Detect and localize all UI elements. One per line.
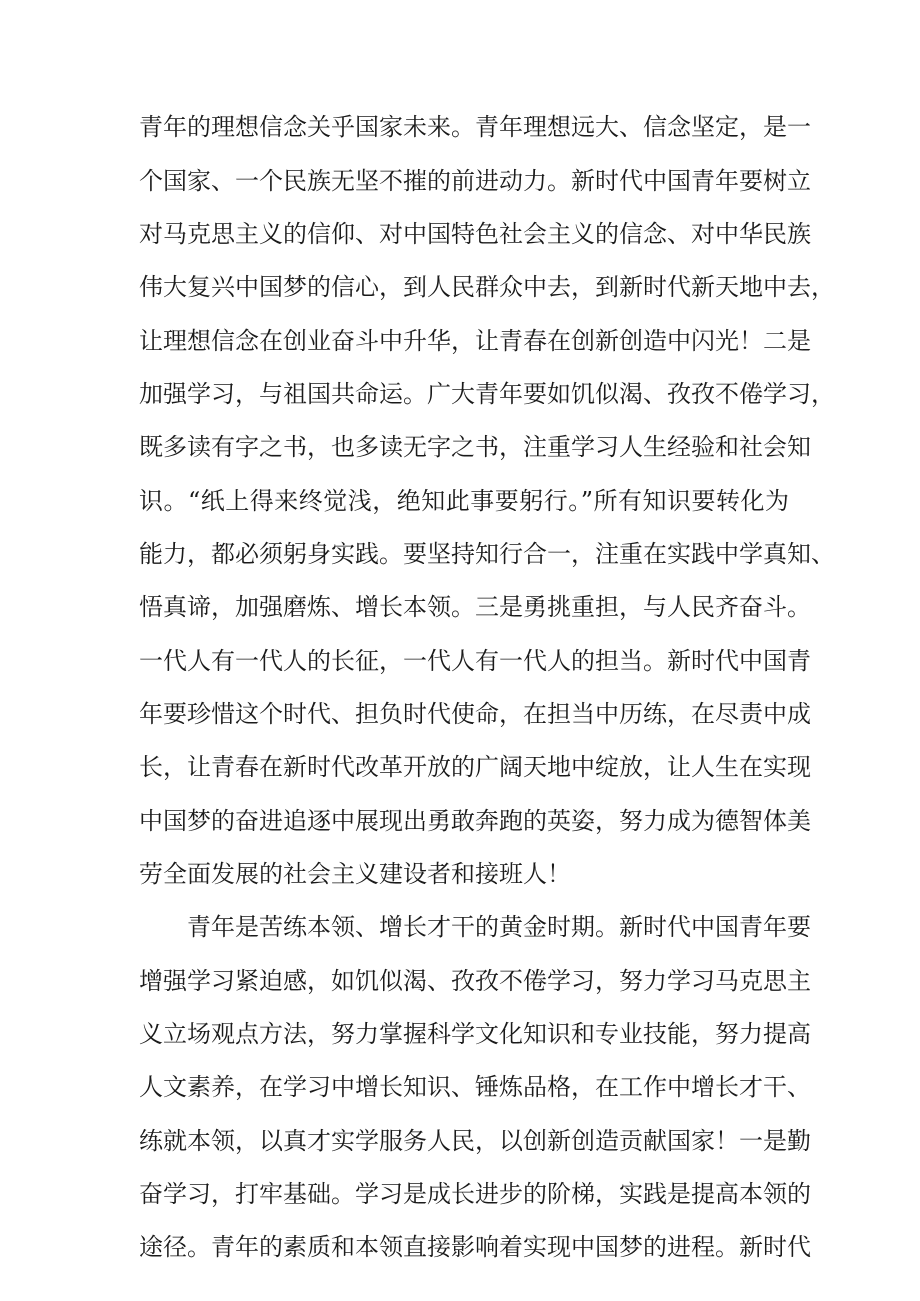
text-line: 加强学习，与祖国共命运。广大青年要如饥似渴、孜孜不倦学习， xyxy=(139,380,835,408)
text-line: 青年的理想信念关乎国家未来。青年理想远大、信念坚定，是一 xyxy=(139,113,811,141)
text-line: 个国家、一个民族无坚不摧的前进动力。新时代中国青年要树立 xyxy=(139,167,811,195)
text-line: 中国梦的奋进追逐中展现出勇敢奔跑的英姿，努力成为德智体美 xyxy=(139,807,811,835)
paragraph-first-line: 青年是苦练本领、增长才干的黄金时期。新时代中国青年要 xyxy=(187,913,811,941)
text-line: 对马克思主义的信仰、对中国特色社会主义的信念、对中华民族 xyxy=(139,220,811,248)
text-line: 义立场观点方法，努力掌握科学文化知识和专业技能，努力提高 xyxy=(139,1020,811,1048)
text-line: 既多读有字之书，也多读无字之书，注重学习人生经验和社会知 xyxy=(139,433,811,461)
text-line: 伟大复兴中国梦的信心，到人民群众中去，到新时代新天地中去， xyxy=(139,273,835,301)
text-line: 能力，都必须躬身实践。要坚持知行合一，注重在实践中学真知、 xyxy=(139,540,835,568)
text-line: 年要珍惜这个时代、担负时代使命，在担当中历练，在尽责中成 xyxy=(139,700,811,728)
text-line: 练就本领，以真才实学服务人民，以创新创造贡献国家！一是勤 xyxy=(139,1127,811,1155)
text-line: 识。“纸上得来终觉浅，绝知此事要躬行。”所有知识要转化为 xyxy=(139,487,789,515)
text-line: 途径。青年的素质和本领直接影响着实现中国梦的进程。新时代 xyxy=(139,1233,811,1261)
text-line: 劳全面发展的社会主义建设者和接班人！ xyxy=(139,860,571,888)
text-line: 增强学习紧迫感，如饥似渴、孜孜不倦学习，努力学习马克思主 xyxy=(139,967,811,995)
text-line: 人文素养，在学习中增长知识、锤炼品格，在工作中增长才干、 xyxy=(139,1073,811,1101)
text-line: 一代人有一代人的长征，一代人有一代人的担当。新时代中国青 xyxy=(139,647,811,675)
text-line: 长，让青春在新时代改革开放的广阔天地中绽放，让人生在实现 xyxy=(139,753,811,781)
text-line: 悟真谛，加强磨炼、增长本领。三是勇挑重担，与人民齐奋斗。 xyxy=(139,593,811,621)
text-line: 奋学习，打牢基础。学习是成长进步的阶梯，实践是提高本领的 xyxy=(139,1180,811,1208)
text-line: 让理想信念在创业奋斗中升华，让青春在创新创造中闪光！二是 xyxy=(139,327,811,355)
